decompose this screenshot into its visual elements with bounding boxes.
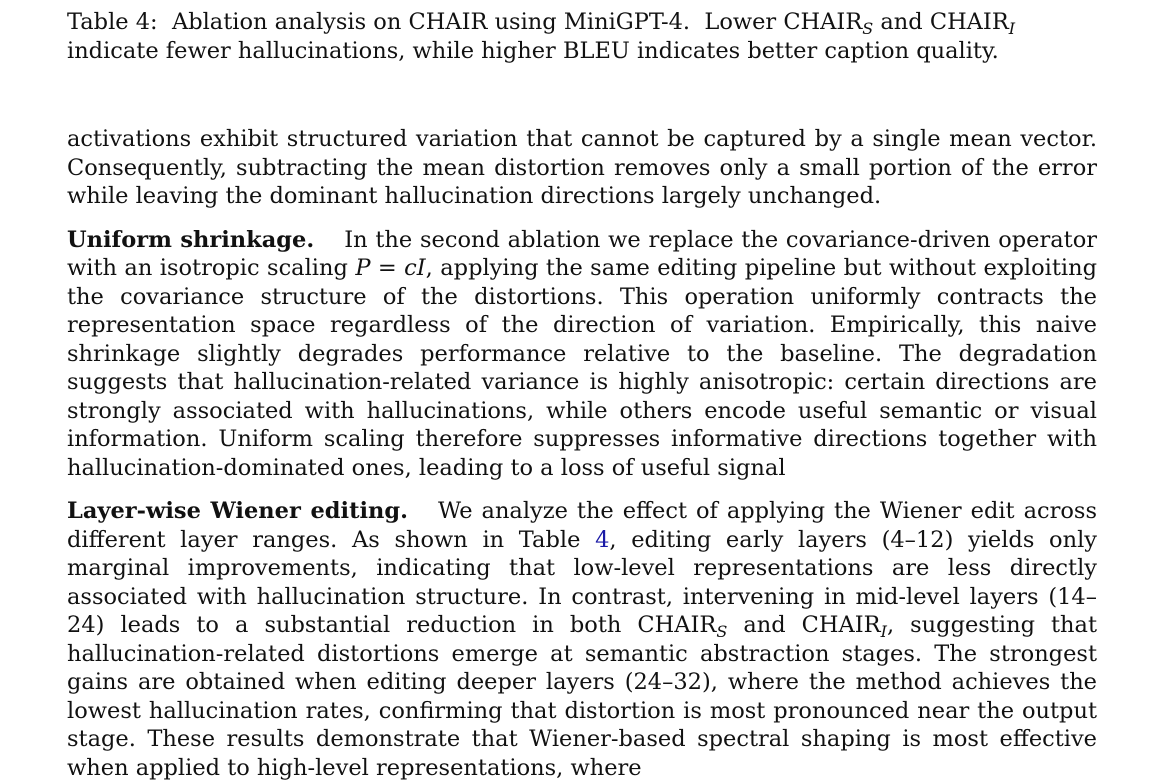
- section-heading-uniform-shrinkage: Uniform shrinkage.: [67, 226, 315, 253]
- subscript-s: S: [716, 622, 728, 641]
- caption-text-1: Ablation analysis on CHAIR using MiniGPT-4.: [171, 9, 691, 35]
- paragraph-uniform-shrinkage: [67, 226, 1097, 483]
- table-reference-link[interactable]: 4: [595, 526, 610, 553]
- table-caption: [67, 8, 1097, 65]
- paragraph-text-c: and CHAIR: [727, 612, 881, 638]
- math-formula: P = cI: [355, 255, 426, 281]
- caption-subscript-i: I: [1008, 19, 1016, 38]
- paragraph-text-a: In the second ablation we replace the covariance-driven operator with an isotropic scaling: [67, 226, 1098, 281]
- paragraph-text-b: , applying the same editing pipeline but without exploiting the covariance structure of the distortions. This operation uniformly contracts the representation space regardless of the direction of variation. Empirically, this naive shrinkage slightly degrades performance relative to the baseline. The degradation suggests that hallucination-related variance is highly anisotropic: certain directions are strongly associated with hallucinations, while others encode useful semantic or visual information. Uniform scaling therefore suppresses informative directions together with hallucination-dominated ones, leading to a loss of useful signal: [67, 255, 1098, 481]
- caption-and: and CHAIR: [873, 9, 1009, 35]
- paragraph-text-b: , editing early layers (4–12) yields only marginal improvements, indicating that low-level representations are less directly associated with hallucination structure. In contrast, intervening in mid-level layers (14–24) leads to a substantial reduction in both CHAIR: [67, 526, 1097, 638]
- caption-subscript-s: S: [862, 19, 874, 38]
- paragraph-text-d: , suggesting that hallucination-related distortions emerge at semantic abstraction stages. The strongest gains are obtained when editing deeper layers (24–32), where the method achieves the lowest hallucination rates, confirming that distortion is most pronounced near the output stage. These results demonstrate that Wiener-based spectral shaping is most effective when applied to high-level representations, where: [67, 612, 1097, 781]
- section-heading-layerwise-wiener: Layer-wise Wiener editing.: [67, 498, 408, 524]
- subscript-i: I: [880, 622, 887, 641]
- paragraph-mean-ablation: [67, 125, 1097, 211]
- paragraph-text-a: We analyze the effect of applying the Wiener edit across different layer ranges. As shown in Table: [67, 498, 1097, 553]
- caption-text-2: Lower CHAIR: [704, 9, 863, 35]
- paragraph-text: activations exhibit structured variation that cannot be captured by a single mean vector. Consequently, subtracting the mean distortion removes only a small portion of the error while leaving the dominant hallucination directions largely unchanged.: [67, 126, 1097, 209]
- paragraph-layerwise-wiener: [67, 497, 1097, 782]
- caption-text-3: indicate fewer hallucinations, while higher BLEU indicates better caption quality.: [67, 37, 999, 64]
- paper-page: [67, 8, 1097, 782]
- caption-prefix: Table 4:: [67, 9, 158, 35]
